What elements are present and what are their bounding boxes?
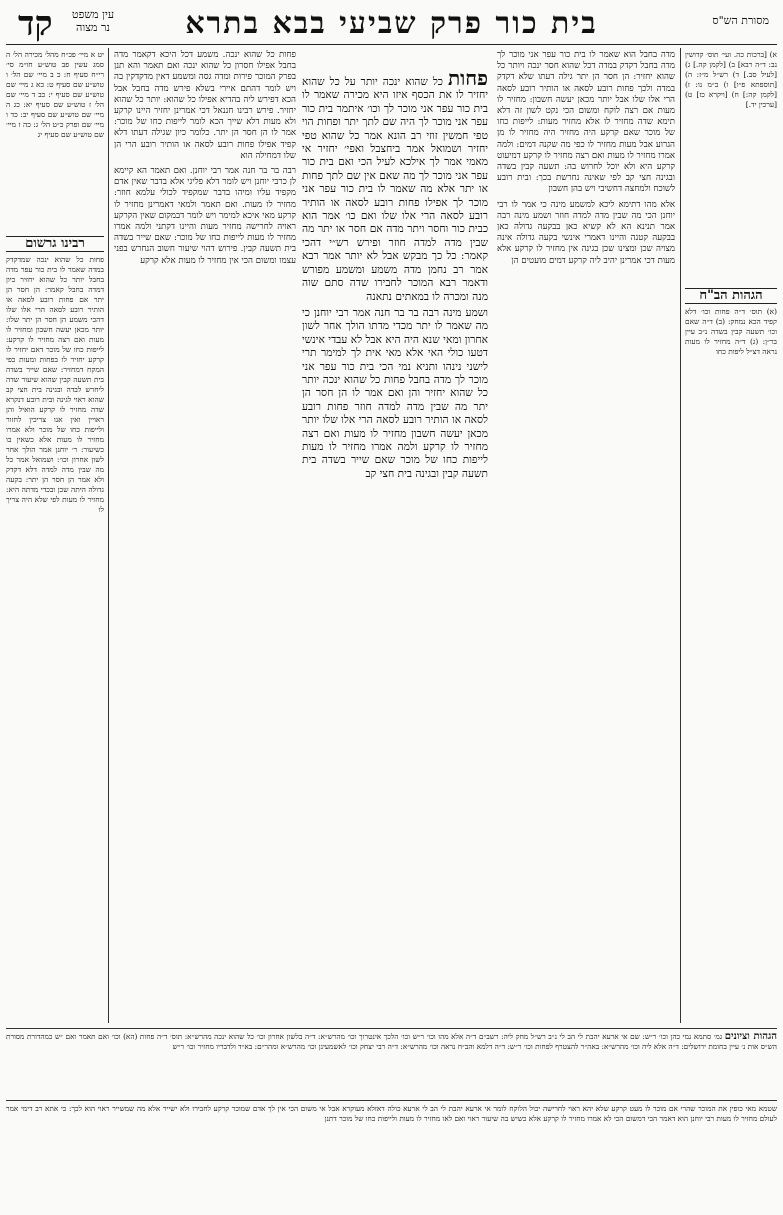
masoret-hashas-column — [685, 50, 777, 282]
gemara-text-2: ושמע מינה רבה בר בר חנה אמר רבי יוחנן כי מה שאמר לו יתר מכדי מדתו הולך אחר לשון אחרון ומאי שנא היה היא אבל לא עבדי אינשי דטעו כולי האי אלא מאי אית לך למימר תרי לישני נינהו ותניא נמי הכי בית כור עפר אני מוכר לך מדה בחבל פחות כל שהוא ינכה יותר כל שהוא יחזיר והן ואם אמר לו הן חסר הן יתר מה שבין מדה למדה חוזר פחות רובע לסאה או הותיר רובע לסאה הרי אלו שלו יותר מכאן יעשה חשבון מחזיר לו מעות ואם רצה מחזיר לו קרקע ולמה אמרו מחזיר לו מעות לייפות כחו של מוכר שאם שייר בשדה בית תשעה קבין ובגינה בית חצי קב — [302, 306, 488, 480]
gemara-text: כל שהוא ינכה יותר על כל שהוא יחזיר לו את הכסף איזו היא מכירה שאמר לו בית כור עפר אני מוכר לך וכו׳ איתמר בית כור עפר אני מוכר לך היה שם לתך יתר ופחות הוי טפי חמשין זוזי רב הונא אמר כל שהוא טפי יחזיר ושמואל אמר ביחצבל ואפי׳ יחזיר אי מאמי אמר לך אילכא לעיל הכי ואם בית כור עפר אני מוכר לך מה שאם אין שם לתך פחות או יתר אלא מה שאמר לו בית כור עפר אני מוכר לך אפילו פחות רובע לסאה או הותיר רובע לסאה הרי אלו שלו ואם כו׳ אמר הוא כבית כור וחסר ויתר מדה אם חסר או יתר מה שבין מדה למדה חוזר ופירש רש״י דהכי קאמר: כל כך מבקש אבל לא יותר אמר רבא אמר רב נחמן מדה משמע ומשמע מפורש ודאמר רבא המוכר לחבירו שדה סתם שוה מנה ומכרה לו במאתים נתאנה — [302, 76, 488, 303]
daf-number: קד — [18, 4, 53, 44]
gemara-column — [302, 72, 488, 612]
tosafot-text: פחות כל שהוא ינכה. משמע דכל היכא דקאמר מדה בחבל אפילו חסרון כל שהוא ינכה ואם תאמר והא תנן בפרק המוכר פירות ומדה גסה ומשמע דאין מדקדקין בה ויש לומר דהתם איירי בשלא פירש מדה בחבל אבל הכא דפירש ליה בהדיא אפילו כל שהוא: יותר כל שהוא יחזיר. פירש רבינו חננאל דכי אמרינן יחזיר היינו קרקע ולא מעות דלא שייך הכא לומר לייפות כחו של מוכר: אמר לו הן חסר הן יתר. כלומר כיון שגילה דעתו דלא קפיד אפילו פחות רובע לסאה או הותיר רובע הרי הן שלו דמחילה הוא — [114, 50, 296, 161]
rashi-text-2: אלא מהו דתימא ליכא למשמע מינה כי אמר לו רבי יוחנן הכי מה שבין מדה למדה חוזר ושמע מינה רבה אמר תנינא הא לא קשיא כאן בבקעה גדולה כאן בבקעה קטנה והיינו דאמרי אינשי בקעה גדולה אינה מצויה שכן ומצינו שכן בגינה אין מחזיר לו קרקע אלא מעות דכי אמרינן יהיב ליה קרקע דמים מועטים הן — [497, 199, 675, 266]
ein-mishpat-text: יט א מיי׳ פכ״ח מהל׳ מכירה הל׳ ה סמג עשין פב טוש״ע חו״מ סי׳ רי״ח סעיף ח: כ ב מיי׳ שם הל׳ ו טוש״ע שם סעיף ט: כא ג מיי׳ שם טוש״ע שם סעיף י: כב ד מיי׳ שם הל׳ ז טוש״ע שם סעיף יא: כג ה מיי׳ שם טוש״ע שם סעיף יב: כד ו מיי׳ שם ופרק כ״ט הל׳ ג: כה ז מיי׳ שם טוש״ע שם סעיף יג — [6, 50, 104, 139]
footer-mefaresh — [6, 1104, 777, 1208]
left-divider — [108, 48, 109, 1023]
page-title: בית כור פרק שביעי בבא בתרא — [185, 6, 598, 41]
rabbeinu-gershom-column — [6, 232, 104, 1022]
footer-divider-2 — [6, 1100, 777, 1101]
footer-notes — [6, 1032, 777, 1096]
masoret-text: א) [ברכות כה. ועי׳ תוס׳ קדושין נב: ד״ה רבא] ב) [לקמן קה.] ג) [לעיל סב.] ד) רש״ל מ״ז: ה) [תוספתא פ״ו] ו) ב״מ נו: ז) [לקמן קה:] ח) [ויקרא כז] ט) [ערכין יד.] — [685, 50, 777, 109]
footer-divider — [6, 1028, 777, 1029]
footer-title: הגהות וציונים — [724, 1032, 777, 1042]
hagahot-title: הגהות הב"ח — [685, 288, 777, 304]
rabbeinu-gershom-text: פחות כל שהוא ינכה שמדקדק במדה שאמר לו בית כור עפר מדה בחבל יותר כל שהוא יחזיר כיון דמדה בחבל קאמר: הן חסר הן יתר אם פחות רובע לסאה או הותיר רובע לסאה הרי אלו שלו דהכי משמע הן חסר הן יתר שלו: יותר מכאן יעשה חשבון ומחזיר לו מעות ואם רצה מחזיר לו קרקע: לייפות כחו של מוכר דאם יחזיר לו קרקע יחזיר לו בפחות ומעות כפי המקח דמחזיר: שאם שייר בשדה בית תשעה קבין שהוא שיעור שדה ליחרש לבדה ובגינה בית חצי קב שהוא ראוי לגינה ובית רובע דנקרא שדה מחזיר לו קרקע הואיל והן ראויין ואין אנו צריכין לחזור ולייפות כחו של מוכר ולא אמרו מחזיר לו מעות אלא כשאין בו כשיעור: ר׳ יוחנן אמר הולך אחר לשון אחרון וכו׳: ושמואל אמר כל מה שבין מדה למדה דלא דקדק ולא אמר הן חסר הן יתר: בקעה גדולה היתה שכן ובכדי מדתה היא: מחזיר לו מעות לפי שלא היה צריך לו — [6, 255, 104, 514]
footer-text-2: שטמא מאי כופין את המוכר שהרי אם מוכר לו מעט קרקע שלא יהא ראוי לחרישה יכול הלוקח לומר אי ארעא יהבת לי הב לי ארעא כולה דאזלא מעוקרא אבל אי משום הכי אין לך אדם שמוכר קרקע לחבירו ולא ישייר אלא מה שמשייר ראוי הוא לכך: כי אתא רב דימי אמר לעולם מחזיר לו מעות רבי יוחנן הוא דאמר הכי דמשום הכי לא אמרו מחזיר לו קרקע אלא כשיש בה שיעור ראוי ואם לאו מחזיר לו מעות ולייפות כחו של מוכר דתנן — [6, 1104, 777, 1123]
masoret-hashas-label: מסורת הש"ס — [712, 14, 769, 27]
gemara-opening-word: פחות — [447, 72, 488, 90]
footer-text: גמ׳ סתמא נמי כהן וכו׳ ר״ש: שם אי ארעא יהבת לי הב לי נ״ב רש״ל מחק ליה: רשב״ם ד״ה אלא מהו וכו׳ ר״ש וכו׳ הלכך אינטרוך וכו׳ מהרש״א: ד״ה בלשון אחרון וכו׳ כל שהוא ינכה מהרש״א: תוס׳ ד״ה פחות (הא) וכו׳ ואם תאמר ואם ״ש כמהדורת מסורת הש״ס אות נ׳ עיין בחומת ירושלים: ד״ה אלא ליה וכו׳ מהרש״א: באה״ר להצטרף לפחות וכו׳ ר״ש: ד״ה דלמא והב״ח נראה וכו׳ מהרש״א: ד״ה רבי יצחק וכו׳ לאשמעינן וכו׳ מהרש״א ומהר״ם: בא״ד ולדבריו מחזיר וכו׳ ר״ש — [6, 1032, 777, 1051]
page-header — [6, 4, 777, 45]
ein-mishpat-label: עין משפט נר מצוה — [71, 8, 115, 34]
tosafot-column — [114, 50, 296, 1025]
rashi-text: מדה בחבל הוא שאמר לו בית כור עפר אני מוכר לך מדה בחבל דקדק במדה דכל שהוא חסר ינכה ויותר כל שהוא יחזיר: הן חסר הן יתר גילה דעתו שלא דקדק במדה ולכך פחות רובע לסאה או הותיר רובע לסאה הרי אלו שלו אבל יותר מכאן יעשה חשבון: מחזיר לו מעות אם רצה לוקח ומשום הכי נקט לשון זה דלא תימא שדה מחזיר לו אלא מחזיר מעות: לייפות כחו של מוכר שאם קרקע היה מחזיר היה מחזיר לו מן הגרוע אבל מעות מחזיר לו כפי מה שקנה דמים: ולמה אמרו מחזיר לו מעות ואם רצה מחזיר לו קרקע דמיעוט קרקע היא ולא יוכל לחרוש בה: תשעה קבין בשדה ובגינה חצי קב לפי שאינה נחרשת בכך: ובית רובע לשוכח ולמחצה דחשיבי ויש בהן חשבון — [497, 50, 675, 195]
tosafot-text-2: רבה בר בר חנה אמר רבי יוחנן. ואם תאמר הא קיימא לן כרבי יוחנן ויש לומר דלא פליגי אלא בדבר שאין אדם מקפיד עליו ומיהו בדבר שמקפיד לכולי עלמא חוזר: מחזיר לו מעות. ואם תאמר ולמאי דאמרינן מחזיר לו קרקע מאי איכא למימר ויש לומר דבמקום שאין הקרקע ראויה לחרישה מחזיר מעות והיינו דקתני ולמה אמרו מחזיר לו מעות לייפות כחו של מוכר: שאם שייר בשדה בית תשעה קבין. פירוש דהוי שיעור חשוב הנחרש בפני עצמו ומשום הכי אין מחזיר לו מעות אלא קרקע — [114, 166, 296, 266]
right-divider — [680, 48, 681, 1023]
rashi-column — [497, 50, 675, 1025]
hagahot-text: (א) תוס׳ ד״ה פחות וכו׳ דלא קפיד הכא נמחק: (ב) ד״ה שאם וכו׳ תשעה קבין בשדה נ״ב עיין בר״ן: (ג) ד״ה מחזיר לו מעות נראה דצ״ל ליפות כחו — [685, 307, 777, 356]
ein-mishpat-column — [6, 50, 104, 228]
hagahot-column — [685, 284, 777, 394]
rabbeinu-gershom-title: רבינו גרשום — [6, 236, 104, 252]
